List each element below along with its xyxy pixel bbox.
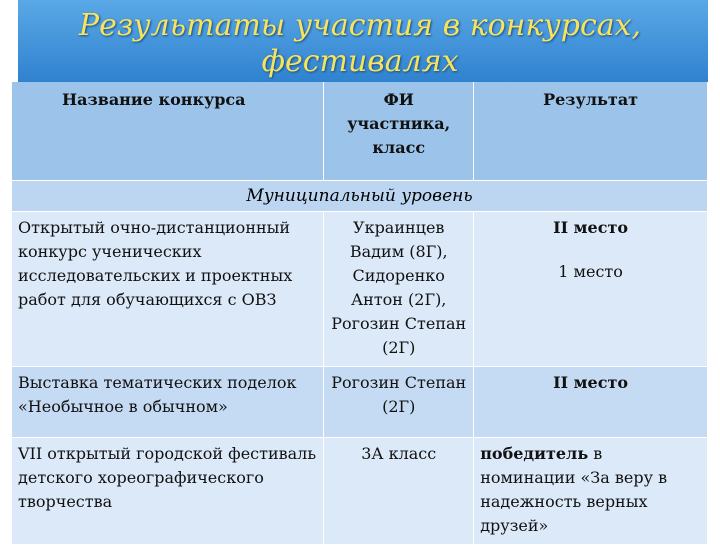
competition-name-cell: Выставка тематических поделок «Необычное в обычном» — [12, 367, 324, 438]
table-row — [12, 438, 708, 545]
level-label: Муниципальный уровень — [12, 181, 708, 212]
title-line-2: фестивалях — [261, 44, 459, 79]
page-title — [0, 0, 720, 82]
results-table — [12, 82, 708, 545]
result-cell — [474, 212, 708, 367]
result-text: 1 место — [558, 262, 623, 281]
result-cell — [474, 367, 708, 438]
result-text: II место — [553, 373, 629, 392]
participants-cell: 3А класс — [324, 438, 474, 545]
table-row — [12, 212, 708, 367]
participants-cell: Украинцев Вадим (8Г), Сидоренко Антон (2Г), Рогозин Степан (2Г) — [324, 212, 474, 367]
participants-cell: Рогозин Степан (2Г) — [324, 367, 474, 438]
header-competition-name: Название конкурса — [12, 82, 324, 181]
header-participant: ФИ участника, класс — [324, 82, 474, 181]
result-cell — [474, 438, 708, 545]
table-header-row — [12, 82, 708, 181]
result-bold-text: победитель — [480, 444, 589, 463]
result-text: в номинации «За веру в надежность верных друзей» — [480, 444, 668, 535]
level-row — [12, 181, 708, 212]
title-line-1: Результаты участия в конкурсах, — [78, 8, 642, 43]
table-row — [12, 367, 708, 438]
competition-name-cell: Открытый очно-дистанционный конкурс ученических исследовательских и проектных работ для обучающихся с ОВЗ — [12, 212, 324, 367]
competition-name-cell: VII открытый городской фестиваль детского хореографического творчества — [12, 438, 324, 545]
result-text: II место — [553, 218, 629, 237]
header-result: Результат — [474, 82, 708, 181]
